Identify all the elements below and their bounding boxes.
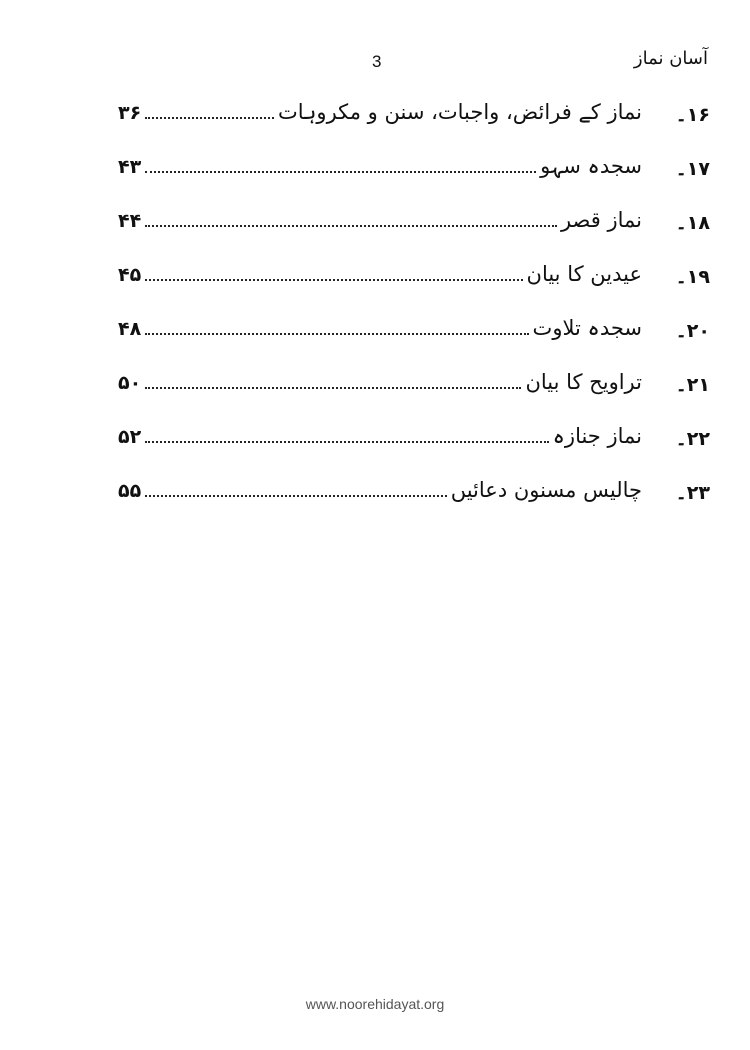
toc-entry[interactable] [118,366,710,420]
toc-entry-title: سجدہ سہو [540,154,642,178]
toc-entry-page: ۴۸ [118,318,142,340]
toc-entry-page: ۵۰ [118,372,142,394]
page-number: 3 [372,52,382,71]
dot-leader [145,386,521,389]
toc-entry-page: ۴۳ [118,156,142,178]
toc-entry[interactable] [118,96,710,150]
dot-leader [145,170,536,173]
dot-leader [145,224,557,227]
toc-entry-page: ۵۵ [118,480,142,502]
toc-entry[interactable] [118,204,710,258]
footer-website-url[interactable]: www.noorehidayat.org [305,996,445,1012]
toc-entry-number: ۲۰۔ [675,320,710,342]
dot-leader [145,494,447,497]
toc-entry-number: ۱۶۔ [675,104,710,126]
dot-leader [145,440,548,443]
toc-entry[interactable] [118,312,710,366]
toc-entry-title: سجدہ تلاوت [532,316,642,340]
toc-entry[interactable] [118,474,710,528]
toc-entry-number: ۱۹۔ [675,266,710,288]
dot-leader [145,278,522,281]
toc-entry-number: ۲۱۔ [675,374,710,396]
toc-entry-number: ۱۸۔ [675,212,710,234]
toc-entry-title: نماز قصر [560,208,642,232]
toc-entry-page: ۳۶ [118,102,142,124]
toc-entry-title: چالیس مسنون دعائیں [450,478,642,502]
table-of-contents [118,96,710,528]
dot-leader [145,116,274,119]
toc-entry-page: ۴۴ [118,210,142,232]
toc-entry-number: ۲۲۔ [675,428,710,450]
toc-entry-title: نماز کے فرائض، واجبات، سنن و مکروہات [277,100,642,124]
toc-entry-page: ۵۲ [118,426,142,448]
toc-entry-page: ۴۵ [118,264,142,286]
toc-entry-title: تراویح کا بیان [525,370,642,394]
toc-entry-title: عیدین کا بیان [526,262,642,286]
toc-entry[interactable] [118,150,710,204]
toc-entry-number: ۲۳۔ [675,482,710,504]
toc-entry[interactable] [118,420,710,474]
book-title: آسان نماز [633,48,708,69]
toc-entry[interactable] [118,258,710,312]
toc-entry-title: نماز جنازہ [552,424,642,448]
dot-leader [145,332,528,335]
toc-entry-number: ۱۷۔ [675,158,710,180]
